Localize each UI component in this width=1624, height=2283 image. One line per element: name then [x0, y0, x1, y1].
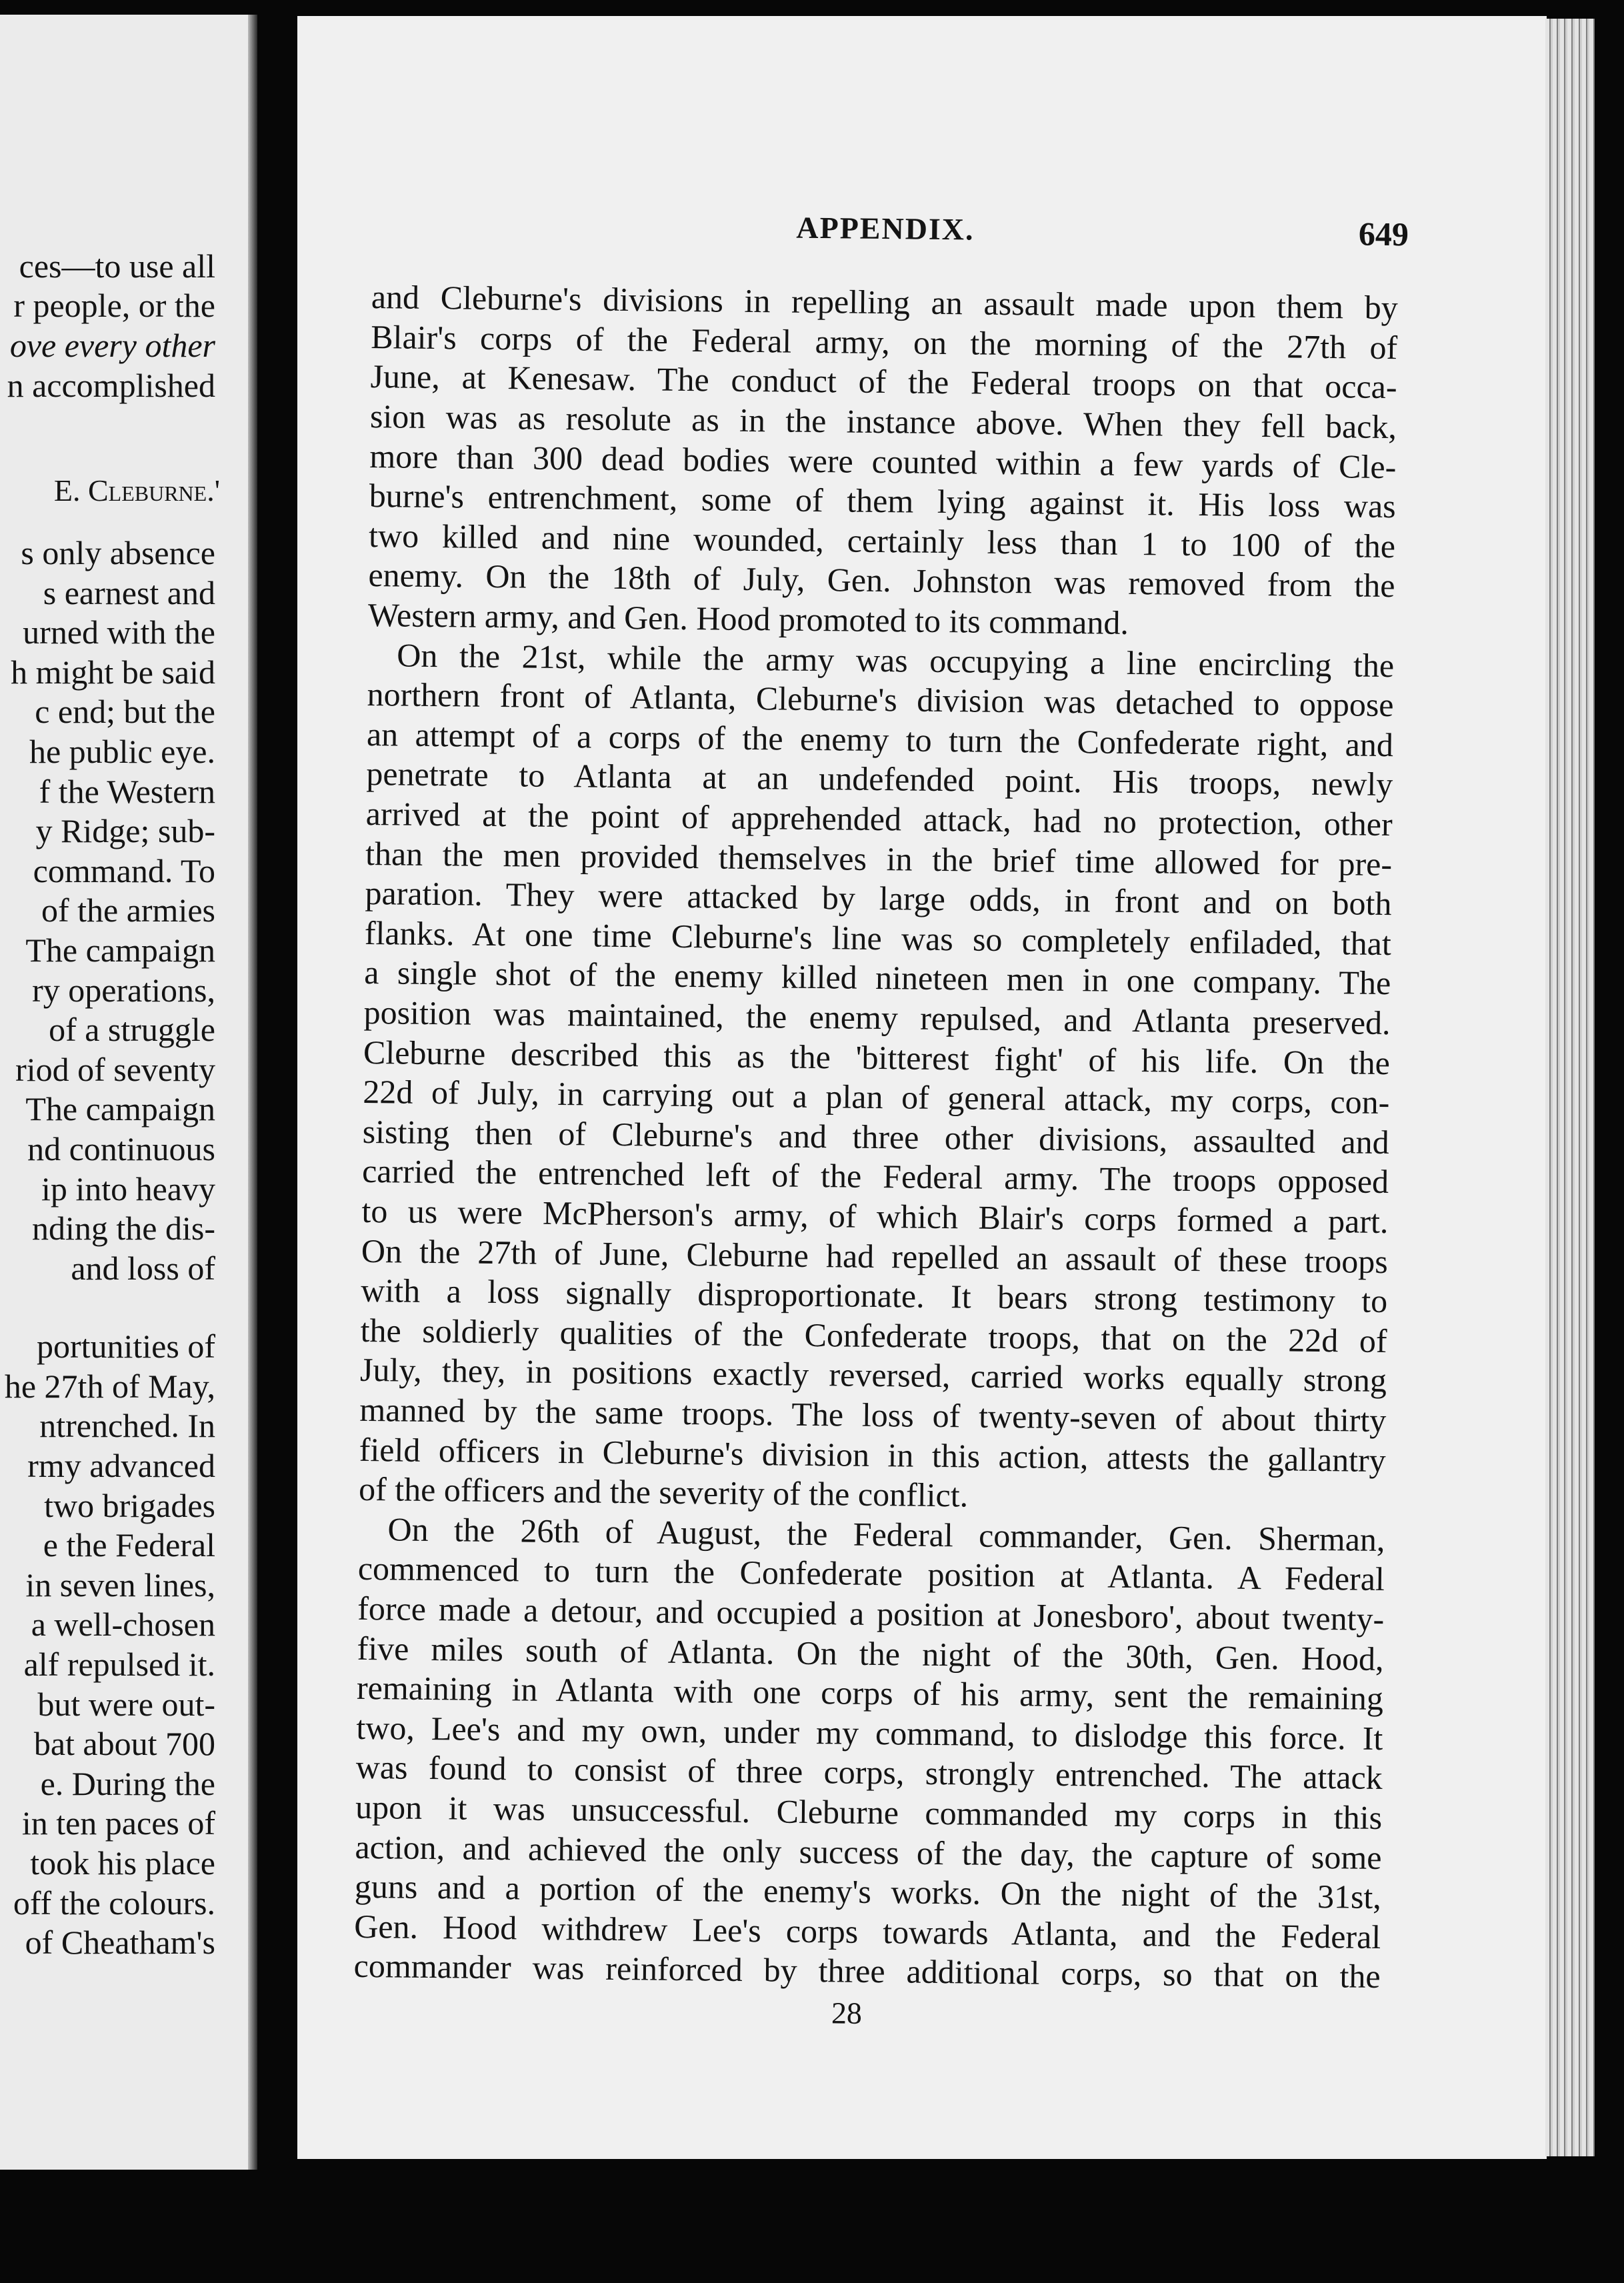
- body-text-line: arrived at the point of apprehended attack, had no protection, other: [365, 794, 1393, 843]
- left-page-line: ove every other: [9, 327, 215, 364]
- body-text-line: sion was as resolute as in the instance above. When they fell back,: [369, 397, 1397, 446]
- body-text-line: July, they, in positions exactly reversed, carried works equally strong: [359, 1351, 1387, 1400]
- page-edges: [1545, 19, 1595, 2156]
- body-text-line: carried the entrenched left of the Federal army. The troops opposed: [361, 1152, 1389, 1201]
- body-text-line: force made a detour, and occupied a position at Jonesboro', about twenty-: [357, 1589, 1385, 1638]
- left-page-line: ntrenched. In: [39, 1407, 215, 1445]
- body-text-line: enemy. On the 18th of July, Gen. Johnston was removed from the: [368, 556, 1395, 605]
- left-page-line: ip into heavy: [41, 1170, 215, 1208]
- left-page-edge-shadow: [248, 15, 257, 2170]
- left-page-line: n accomplished: [7, 366, 215, 404]
- body-text-line: remaining in Atlanta with one corps of his army, sent the remaining: [356, 1669, 1384, 1718]
- body-text-line: Blair's corps of the Federal army, on the morning of the 27th of: [370, 317, 1398, 366]
- left-page-line: riod of seventy: [15, 1050, 215, 1088]
- body-text-line: more than 300 dead bodies were counted within a few yards of Cle-: [369, 437, 1397, 485]
- body-text-line: than the men provided themselves in the brief time allowed for pre-: [365, 834, 1393, 883]
- body-text-line: two killed and nine wounded, certainly less than 1 to 100 of the: [368, 516, 1396, 565]
- left-page-line: he 27th of May,: [4, 1367, 215, 1405]
- body-text-line: paration. They were attacked by large odds, in front and on both: [365, 874, 1392, 923]
- body-text-line: field officers in Cleburne's division in this action, attests the gallantry: [359, 1430, 1386, 1479]
- signature-mark: 28: [831, 1996, 863, 2030]
- left-page-line: he public eye.: [29, 733, 215, 770]
- body-text-line: an attempt of a corps of the enemy to turn the Confederate right, and: [366, 715, 1394, 763]
- left-page-line: s earnest and: [43, 573, 215, 611]
- left-page-line: of a struggle: [49, 1011, 215, 1049]
- page-number: 649: [1358, 215, 1409, 253]
- left-page-line: ry operations,: [32, 971, 215, 1009]
- body-text-line: was found to consist of three corps, strongly entrenched. The attack: [355, 1748, 1383, 1797]
- left-page-line: two brigades: [44, 1486, 215, 1524]
- right-page-content: [353, 195, 1409, 2046]
- left-page-line: bat about 700: [33, 1725, 215, 1763]
- left-page-line: and loss of: [71, 1249, 215, 1287]
- body-text-line: June, at Kenesaw. The conduct of the Federal troops on that occa-: [370, 357, 1397, 406]
- left-page-line: e. During the: [40, 1764, 215, 1802]
- left-page-line: r people, or the: [13, 287, 215, 325]
- left-page: [0, 15, 256, 2170]
- left-page-line: nding the dis-: [32, 1210, 215, 1248]
- body-text-line: Gen. Hood withdrew Lee's corps towards Atlanta, and the Federal: [354, 1907, 1381, 1956]
- body-text-line: a single shot of the enemy killed nineteen men in one company. The: [363, 953, 1391, 1002]
- body-text-line: On the 27th of June, Cleburne had repelled an assault of these troops: [361, 1232, 1389, 1280]
- body-text-line: burne's entrenchment, some of them lying against it. His loss was: [369, 477, 1396, 525]
- body-text-line: to us were McPherson's army, of which Blair's corps formed a part.: [361, 1192, 1389, 1241]
- left-page-line: in ten paces of: [21, 1804, 215, 1842]
- left-page-line: The campaign: [25, 1090, 215, 1128]
- left-page-line: off the colours.: [13, 1884, 215, 1922]
- body-text-line: flanks. At one time Cleburne's line was so completely enfiladed, that: [364, 913, 1392, 962]
- left-page-line: rmy advanced: [27, 1447, 215, 1484]
- left-page-line: but were out-: [37, 1685, 215, 1723]
- left-page-line: urned with the: [23, 613, 215, 651]
- left-page-line: c end; but the: [35, 693, 215, 731]
- body-text-line: Western army, and Gen. Hood promoted to its command.: [367, 595, 1129, 641]
- left-page-line: s only absence: [21, 534, 215, 571]
- body-text-line: 22d of July, in carrying out a plan of general attack, my corps, con-: [363, 1073, 1390, 1121]
- left-page-line: command. To: [33, 851, 215, 889]
- body-text-line: sisting then of Cleburne's and three other divisions, assaulted and: [362, 1112, 1389, 1161]
- left-page-line: of Cheatham's: [25, 1924, 215, 1962]
- body-text-line: two, Lee's and my own, under my command, to dislodge this force. It: [356, 1708, 1383, 1757]
- left-page-line: of the armies: [41, 891, 215, 929]
- left-page-line: e the Federal: [43, 1526, 215, 1564]
- running-head: APPENDIX.: [796, 210, 975, 247]
- body-text-line: five miles south of Atlanta. On the night of the 30th, Gen. Hood,: [357, 1629, 1384, 1678]
- body-text-line: guns and a portion of the enemy's works. On the night of the 31st,: [354, 1868, 1382, 1916]
- left-page-line: a well-chosen: [31, 1606, 215, 1644]
- body-text-line: On the 21st, while the army was occupying a line encircling the: [396, 636, 1395, 684]
- left-page-line: took his place: [30, 1844, 215, 1882]
- left-page-line: alf repulsed it.: [23, 1646, 215, 1683]
- left-page-line: nd continuous: [27, 1130, 215, 1168]
- body-text-line: and Cleburne's divisions in repelling an assault made upon them by: [371, 278, 1399, 327]
- left-page-line: y Ridge; sub-: [35, 812, 215, 850]
- body-text-line: northern front of Atlanta, Cleburne's division was detached to oppose: [367, 675, 1394, 724]
- body-text-line: with a loss signally disproportionate. It bears strong testimony to: [360, 1272, 1388, 1320]
- body-text-line: the soldierly qualities of the Confederate troops, that on the 22d of: [360, 1311, 1387, 1360]
- left-page-line: h might be said: [11, 653, 215, 691]
- body-text-line: action, and achieved the only success of the day, the capture of some: [355, 1828, 1382, 1876]
- left-page-line: f the Western: [39, 772, 215, 810]
- body-text-line: upon it was unsuccessful. Cleburne commanded my corps in this: [355, 1788, 1383, 1837]
- left-page-line: ces—to use all: [19, 247, 215, 285]
- left-page-line: portunities of: [36, 1328, 215, 1366]
- body-text-line: Cleburne described this as the 'bitterest fight' of his life. On the: [363, 1033, 1391, 1081]
- left-page-heading: E. Cleburne.': [53, 473, 220, 508]
- left-page-line: in seven lines,: [25, 1566, 215, 1604]
- body-text-line: On the 26th of August, the Federal commander, Gen. Sherman,: [387, 1510, 1385, 1558]
- body-text-line: commenced to turn the Confederate position at Atlanta. A Federal: [357, 1550, 1385, 1598]
- body-text-line: of the officers and the severity of the conflict.: [358, 1470, 969, 1514]
- body-text-line: commander was reinforced by three additional corps, so that on the: [353, 1947, 1381, 1996]
- body-text-line: position was maintained, the enemy repulsed, and Atlanta preserved.: [363, 993, 1391, 1042]
- body-text-line: manned by the same troops. The loss of twenty-seven of about thirty: [359, 1390, 1387, 1440]
- body-text-line: penetrate to Atlanta at an undefended point. His troops, newly: [366, 755, 1393, 803]
- left-page-line: The campaign: [25, 931, 215, 969]
